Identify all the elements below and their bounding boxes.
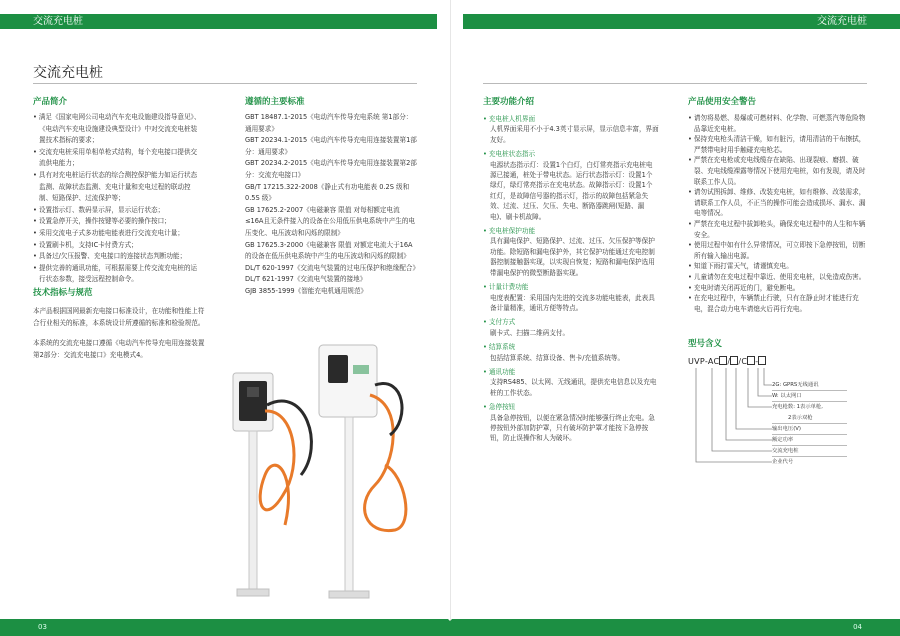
title-rule-right — [483, 83, 867, 84]
model-code-separator: / — [738, 357, 742, 366]
function-body: 电度表配置：采用国内先进的交流多功能电能表，此表具备计量精准，通讯方便等特点。 — [490, 293, 655, 312]
tech-specs-paragraph: 本产品根据国网最新充电接口标准设计，在功能和性能上符合行业相关的标准，本系统设计所遵循的标准和检验规范。 — [33, 307, 205, 327]
model-label: W: 以太网口 — [772, 393, 802, 399]
function-body: 具备急停按钮，以便在紧急情况时能够强行终止充电。急停按钮外部加防护罩，只有破坏防护罩才能按下急停按钮，防止误操作和人为破坏。 — [490, 413, 655, 443]
functions-heading: 主要功能介绍 — [483, 97, 535, 107]
list-item: • 儿童请勿在充电过程中靠近、使用充电桩，以免造成伤害。 — [688, 272, 868, 283]
right-charger-base — [329, 591, 369, 598]
function-title: • 充电桩状态指示 — [483, 149, 659, 159]
function-item — [483, 317, 659, 338]
list-item: • 提供完善的通讯功能，可根据需要上传交流充电桩的运行状态参数，接受远程控制命令。 — [33, 263, 203, 286]
function-item — [483, 402, 659, 444]
model-tree-lines — [688, 362, 778, 472]
model-label: 输出电压(V) — [772, 426, 801, 432]
right-charger-screen — [328, 355, 348, 383]
function-title: • 计量计费功能 — [483, 282, 659, 292]
model-label: 充电枪数: 1表示单枪, — [772, 404, 823, 410]
function-body: 具有漏电保护、短路保护、过流、过压、欠压保护等保护功能。除短路和漏电保护外，其它保护功能通过充电控制器控制接触器实现，以实现自恢复；短路和漏电保护选用带漏电保护的微型断路器实现。 — [490, 237, 655, 277]
standards-heading: 遵循的主要标准 — [245, 97, 305, 107]
function-title: • 支付方式 — [483, 317, 659, 327]
list-item: • 在充电过程中，车辆禁止行驶，只有在静止时才能进行充电，混合动力电车请熄火后再行充电。 — [688, 293, 868, 314]
tech-specs-heading: 技术指标与规范 — [33, 288, 93, 298]
list-item: • 设置刷卡机，支持IC卡付费方式； — [33, 240, 203, 252]
standard-item: GB 17625.2-2007《电磁兼容 限值 对每相额定电流≤16A且无条件接入的设备在公用低压供电系统中产生的电压变化、电压波动和闪烁的限制》 — [245, 205, 416, 237]
function-item — [483, 114, 659, 145]
model-label: 交流充电桩 — [772, 448, 799, 454]
tech-specs-paragraph: 本系统的交流充电接口遵循《电动汽车传导充电用连接装置 第2部分：交流充电接口》充电模式4。 — [33, 339, 205, 359]
model-label: 额定功率 — [772, 437, 794, 443]
list-item: • 交流充电桩采用单相单枪式结构，每个充电接口提供交流供电能力； — [33, 147, 203, 170]
list-item: • 具备过/欠压报警、充电接口的连接状态判断功能； — [33, 251, 203, 263]
model-heading: 型号含义 — [688, 339, 723, 349]
list-item: • 设置指示灯、数码显示屏，显示运行状态； — [33, 205, 203, 217]
list-item: • 严禁在充电枪或充电线缆存在缺陷、出现裂痕、磨损、破裂、充电线缆裸露等情况下使用充电桩，如有发现，请及时联系工作人员。 — [688, 155, 868, 187]
page-title: 交流充电桩 — [33, 65, 103, 81]
charger-product-image — [205, 325, 445, 605]
header-title-right: 交流充电桩 — [817, 16, 867, 27]
page-number-right: 04 — [853, 623, 862, 631]
model-code-prefix: UVP-AC — [688, 357, 720, 366]
standard-item: DL/T 620-1997《交流电气装置的过电压保护和绝缘配合》 — [245, 263, 420, 272]
function-title: • 结算系统 — [483, 342, 659, 352]
header-band-right — [463, 14, 900, 29]
functions-section — [483, 114, 659, 448]
product-intro-section — [33, 112, 203, 286]
safety-section — [688, 113, 868, 314]
left-charger-base — [237, 589, 269, 596]
list-item: • 满足《国家电网公司电动汽车充电设施建设指导意见》、《电动汽车充电设施建设典型设计》中对交流充电桩装置技术指标的要求； — [33, 112, 203, 147]
function-item — [483, 226, 659, 278]
safety-list — [688, 113, 868, 314]
function-title: • 急停按钮 — [483, 402, 659, 412]
list-item: • 严禁在充电过程中拔卸枪头，确保充电过程中的人生和车辆安全。 — [688, 219, 868, 240]
model-label: 企业代号 — [772, 459, 794, 465]
list-item: • 使用过程中如有什么异常情况，可立即按下急停按钮，切断所有输入输出电源。 — [688, 240, 868, 261]
footer-band-left — [0, 619, 448, 636]
function-title: • 充电桩保护功能 — [483, 226, 659, 236]
model-code-letter: C — [741, 357, 748, 366]
function-body: 刷卡式、扫描二维码支付。 — [490, 328, 570, 337]
list-item: • 知道下雨打雷天气，请谨慎充电。 — [688, 261, 868, 272]
model-code-separator: / — [727, 357, 731, 366]
standard-item: GB 17625.3-2000《电磁兼容 限值 对额定电流大于16A的设备在低压供电系统中产生的电压波动和闪烁的限制》 — [245, 240, 413, 261]
header-title-left: 交流充电桩 — [33, 16, 83, 27]
list-item: • 设置急停开关，操作按键等必要的操作按口； — [33, 216, 203, 228]
left-charger-pole — [249, 431, 257, 591]
page-number-left: 03 — [38, 623, 47, 631]
standard-item: GB/T 17215.322-2008《静止式有功电能表 0.2S 级和 0.5S 级》 — [245, 182, 410, 203]
footer-band-right — [452, 619, 900, 636]
list-item: • 具有对充电桩运行状态的综合测控保护能力如运行状态监测、故障状态监测、充电计量和充电过程的联动控制、短路保护、过流保护等； — [33, 170, 203, 205]
list-item: • 请勿试图拆卸、维修、改装充电桩，如有维修、改装需求，请联系工作人员，不正当的操作可能会造成损坏、漏水、漏电等情况。 — [688, 187, 868, 219]
model-label: 2G: GPRS无线通讯 — [772, 382, 819, 388]
page-gutter — [450, 0, 451, 636]
function-title: • 通讯功能 — [483, 367, 659, 377]
tech-specs-section — [33, 306, 208, 361]
function-title: • 充电桩人机界面 — [483, 114, 659, 124]
list-item: • 保持充电枪头清洁干燥，如有脏污，请用清洁的干布擦拭，严禁带电时用手触碰充电枪芯。 — [688, 134, 868, 155]
function-item — [483, 367, 659, 398]
model-label: 2表示双枪 — [788, 415, 813, 421]
function-item — [483, 149, 659, 222]
standard-item: GBT 20234.2-2015《电动汽车传导充电用连接装置第2部分：交流充电接口》 — [245, 159, 417, 179]
function-body: 电源状态指示灯：设置1个白灯，白灯常亮指示充电桩电源已接通，桩处于带电状态。运行状态指示灯：设置1个绿灯，绿灯常亮指示在充电状态。故障指示灯：设置1个红灯，是故障信号器的指示灯，指示的故障包括紧急失效、过流、过压、欠压、失电、断路器跳闸(短路、漏电)、刷卡机故障。 — [490, 160, 653, 221]
standard-item: DL/T 621-1997《交流电气装置的接地》 — [245, 275, 367, 284]
function-body: 包括结算系统、结算设备、售卡/充值系统等。 — [490, 353, 625, 362]
standard-item: GJB 3855-1999《智能充电机通用规范》 — [245, 286, 368, 295]
function-item — [483, 282, 659, 313]
standard-item: GBT 18487.1-2015《电动汽车传导充电系统 第1部分：通用要求》 — [245, 113, 413, 133]
standard-item: GBT 20234.1-2015《电动汽车传导充电用连接装置第1部分：通用要求》 — [245, 136, 417, 156]
list-item: • 采用交流电子式多功能电能表进行交流充电计量； — [33, 228, 203, 240]
standards-section — [245, 112, 420, 298]
right-charger-pole — [345, 417, 353, 593]
function-item — [483, 342, 659, 363]
function-body: 人机界面采用不小于4.3英寸显示屏，显示信息丰富，界面友好。 — [490, 125, 659, 144]
product-intro-list — [33, 112, 203, 286]
product-intro-heading: 产品简介 — [33, 97, 68, 107]
title-rule-left — [33, 83, 417, 84]
list-item: • 充电时请关闭再近的门，避免断电。 — [688, 283, 868, 294]
list-item: • 请勿将易燃、易爆或可燃材料、化学物、可燃蒸汽等危险物品靠近充电桩。 — [688, 113, 868, 134]
safety-heading: 产品使用安全警告 — [688, 97, 757, 107]
header-band-left — [0, 14, 437, 29]
function-body: 支持RS485、以太网、无线通讯，提供充电信息以及充电桩的工作状态。 — [490, 378, 657, 397]
model-code-separator: - — [755, 357, 759, 366]
